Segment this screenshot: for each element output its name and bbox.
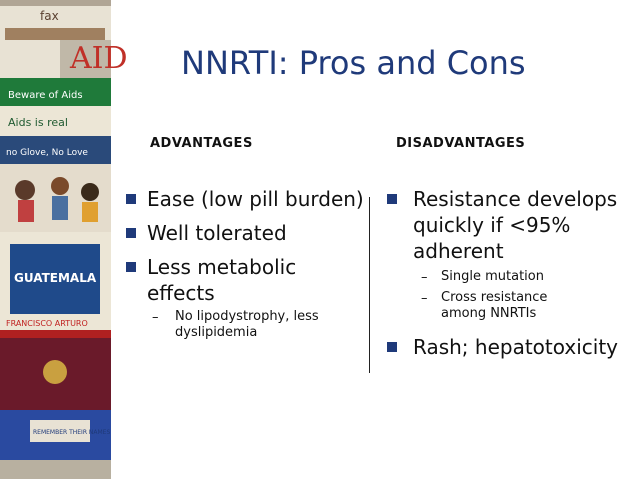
quilt-francisco-text: FRANCISCO ARTURO [6, 319, 88, 328]
disadvantage-sub-item-continued: among NNRTIs [441, 306, 537, 321]
advantage-item: Less metabolic [147, 255, 297, 279]
advantage-sub-item-continued: dyslipidemia [175, 325, 258, 340]
title-part2: Pros and Cons [298, 44, 526, 82]
quilt-guatemala-text: GUATEMALA [14, 271, 97, 285]
bullet-square-icon [387, 194, 397, 204]
disadvantage-item: Rash; hepatotoxicity [413, 335, 618, 359]
disadvantage-sub-item: Single mutation [441, 269, 544, 284]
sub-bullet-dash: – [152, 310, 159, 325]
quilt-real-text: Aids is real [8, 116, 68, 129]
quilt-aids-text: AID [70, 41, 128, 76]
quilt-noglove-text: no Glove, No Love [6, 148, 88, 158]
disadvantage-item-continued: quickly if <95% [413, 213, 571, 237]
advantage-item-continued: effects [147, 281, 215, 305]
quilt-beware-text: Beware of Aids [8, 90, 83, 101]
slide-title [181, 44, 526, 82]
bullet-square-icon [126, 262, 136, 272]
aids-quilt-image [0, 0, 128, 479]
disadvantage-item: Resistance develops [413, 187, 618, 211]
disadvantage-item-continued: adherent [413, 239, 504, 263]
advantage-sub-item: No lipodystrophy, less [175, 309, 319, 324]
column-divider [369, 197, 370, 373]
disadvantages-heading: DISADVANTAGES [396, 136, 526, 151]
advantages-heading: ADVANTAGES [150, 136, 253, 151]
bullet-square-icon [126, 194, 136, 204]
sub-bullet-dash: – [421, 270, 428, 285]
bullet-square-icon [126, 228, 136, 238]
quilt-fax-text: fax [40, 9, 59, 23]
sub-bullet-dash: – [421, 291, 428, 306]
bullet-square-icon [387, 342, 397, 352]
disadvantage-sub-item: Cross resistance [441, 290, 548, 305]
advantage-item: Well tolerated [147, 221, 287, 245]
quilt-remember-text: REMEMBER THEIR NAMES [33, 429, 111, 436]
title-part1: NNRTI: [181, 44, 289, 82]
advantage-item: Ease (low pill burden) [147, 187, 364, 211]
